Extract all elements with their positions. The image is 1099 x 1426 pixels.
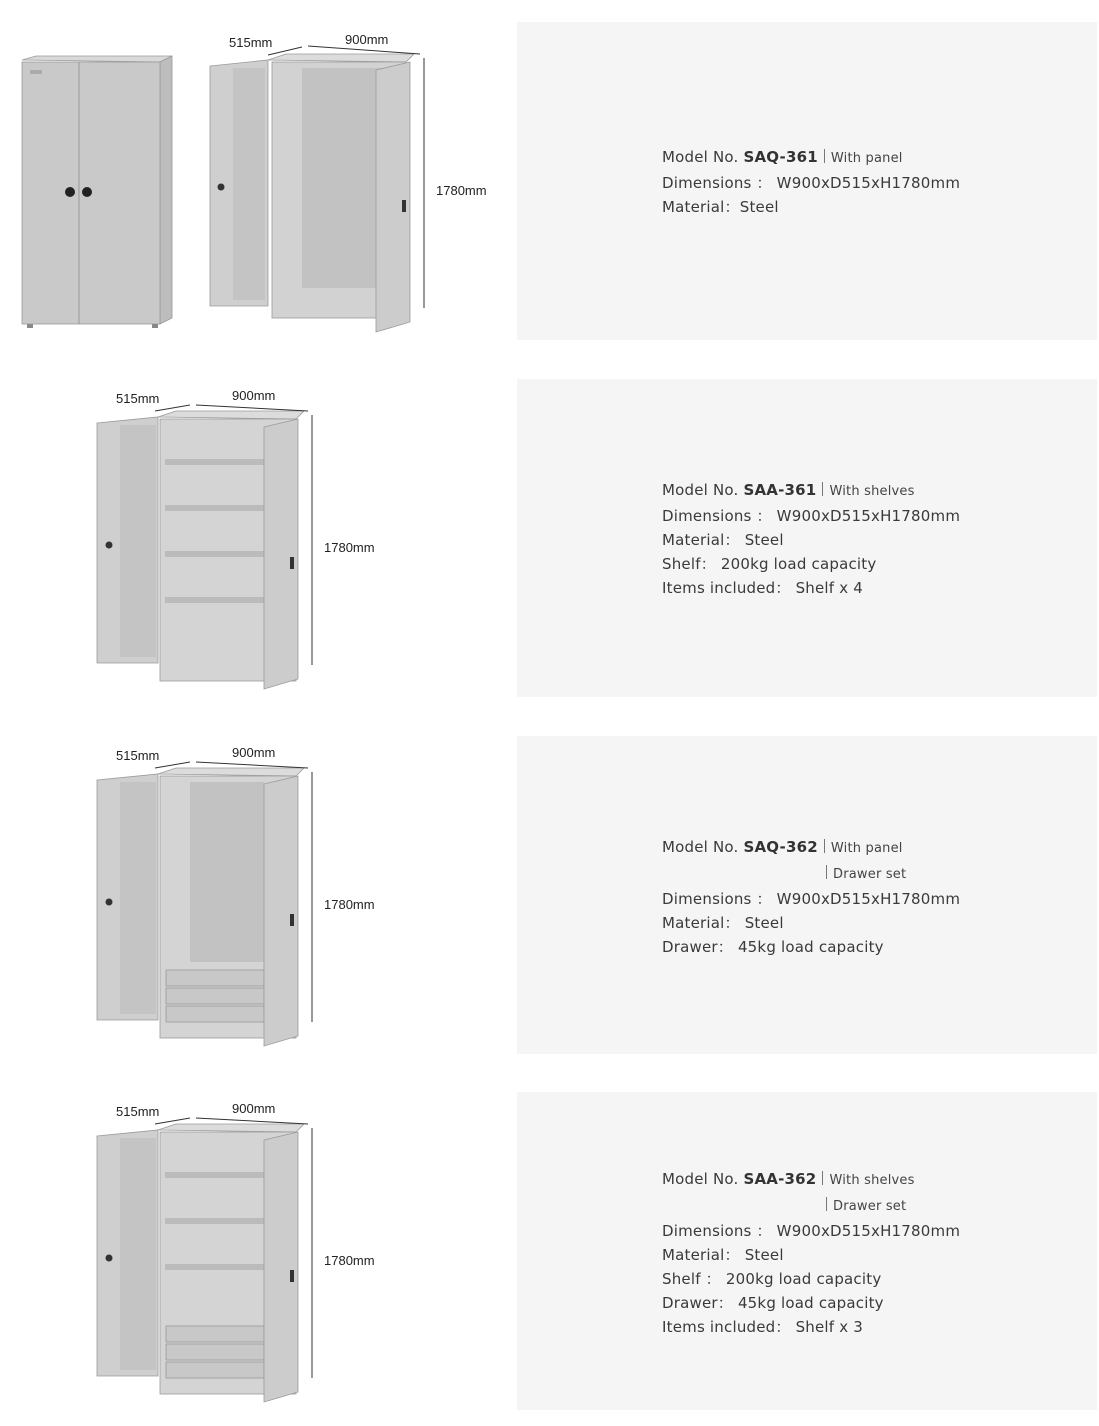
model-number: SAQ-361 (743, 148, 818, 166)
model-line (662, 835, 960, 861)
width-label: 900mm (232, 745, 276, 760)
product-row-saq-362 (0, 736, 1099, 1054)
spec-list (662, 835, 960, 959)
separator (822, 482, 823, 496)
material-line: Material： Steel (662, 914, 784, 932)
model-number: SAA-361 (743, 481, 817, 499)
spec-panel (517, 379, 1097, 697)
feature-tag: Drawer set (833, 1199, 907, 1214)
closed-cabinet-image (22, 56, 172, 328)
depth-label: 515mm (116, 391, 160, 406)
height-label: 1780mm (324, 897, 375, 912)
height-label: 1780mm (324, 540, 375, 555)
feature-tag: With panel (830, 841, 903, 856)
items-line: Items included： Shelf x 4 (662, 579, 864, 597)
product-illustration (0, 379, 517, 697)
width-label: 900mm (232, 388, 276, 403)
model-prefix: Model No. (662, 148, 739, 166)
cabinet-drawing (0, 736, 517, 1054)
depth-label: 515mm (116, 748, 160, 763)
shelf-line: Shelf： 200kg load capacity (662, 555, 877, 573)
feature-tag: With panel (830, 151, 903, 166)
model-subline (662, 861, 960, 887)
product-illustration (0, 22, 517, 340)
separator (822, 1171, 823, 1185)
dimensions-line: Dimensions ： W900xD515xH1780mm (662, 174, 961, 192)
separator (824, 839, 825, 853)
material-line: Material：Steel (662, 198, 779, 216)
height-label: 1780mm (324, 1253, 375, 1268)
feature-tag: With shelves (829, 484, 915, 499)
open-cabinet-image (210, 32, 487, 332)
open-cabinet-drawers-image (97, 745, 375, 1046)
open-cabinet-shelves-drawers-image (97, 1101, 375, 1402)
shelf-line: Shelf ： 200kg load capacity (662, 1270, 882, 1288)
material-line: Material： Steel (662, 1246, 784, 1264)
model-subline (662, 1193, 960, 1219)
depth-label: 515mm (229, 35, 273, 50)
model-line (662, 478, 960, 504)
width-label: 900mm (345, 32, 389, 47)
product-row-saa-362 (0, 1092, 1099, 1410)
cabinet-drawing (0, 22, 517, 340)
model-number: SAQ-362 (743, 838, 818, 856)
separator (826, 865, 827, 879)
product-illustration (0, 1092, 517, 1410)
feature-tag: With shelves (829, 1173, 915, 1188)
width-label: 900mm (232, 1101, 276, 1116)
model-line (662, 1167, 960, 1193)
open-cabinet-shelves-image (97, 388, 375, 689)
spec-panel (517, 736, 1097, 1054)
items-line: Items included： Shelf x 3 (662, 1318, 864, 1336)
height-label: 1780mm (436, 183, 487, 198)
cabinet-drawing (0, 379, 517, 697)
dimensions-line: Dimensions ： W900xD515xH1780mm (662, 1222, 961, 1240)
spec-list (662, 478, 960, 600)
feature-tag: Drawer set (833, 867, 907, 882)
depth-label: 515mm (116, 1104, 160, 1119)
model-prefix: Model No. (662, 838, 739, 856)
spec-list (662, 145, 960, 219)
spec-list (662, 1167, 960, 1339)
spec-panel (517, 22, 1097, 340)
drawer-line: Drawer： 45kg load capacity (662, 1294, 884, 1312)
model-number: SAA-362 (743, 1170, 817, 1188)
drawer-line: Drawer： 45kg load capacity (662, 938, 884, 956)
model-prefix: Model No. (662, 1170, 739, 1188)
dimensions-line: Dimensions ： W900xD515xH1780mm (662, 890, 961, 908)
separator (826, 1197, 827, 1211)
product-row-saq-361 (0, 22, 1099, 340)
separator (824, 149, 825, 163)
model-line (662, 145, 960, 171)
cabinet-drawing (0, 1092, 517, 1410)
material-line: Material： Steel (662, 531, 784, 549)
product-illustration (0, 736, 517, 1054)
product-row-saa-361 (0, 379, 1099, 697)
model-prefix: Model No. (662, 481, 739, 499)
dimensions-line: Dimensions ： W900xD515xH1780mm (662, 507, 961, 525)
spec-panel (517, 1092, 1097, 1410)
